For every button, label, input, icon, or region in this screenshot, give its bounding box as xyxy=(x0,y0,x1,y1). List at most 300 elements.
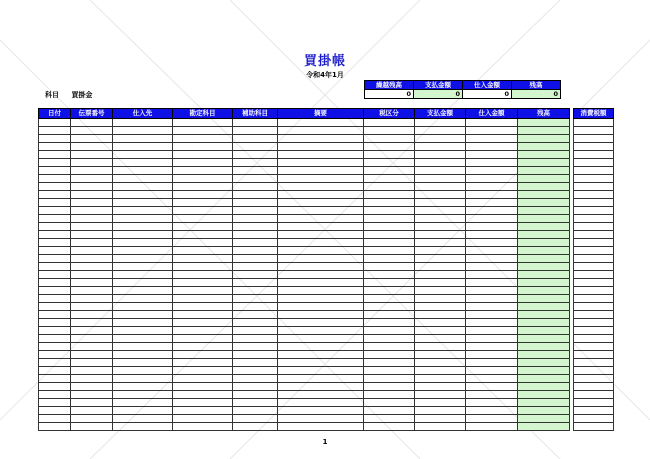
table-cell[interactable] xyxy=(364,127,415,135)
table-cell[interactable] xyxy=(39,255,71,263)
table-cell[interactable] xyxy=(574,327,614,335)
table-cell[interactable] xyxy=(466,231,518,239)
table-cell[interactable] xyxy=(518,383,570,391)
table-cell[interactable] xyxy=(466,279,518,287)
table-cell[interactable] xyxy=(518,407,570,415)
table-cell[interactable] xyxy=(574,303,614,311)
table-cell[interactable] xyxy=(113,247,173,255)
table-cell[interactable] xyxy=(415,239,466,247)
table-cell[interactable] xyxy=(278,239,364,247)
table-cell[interactable] xyxy=(574,127,614,135)
table-cell[interactable] xyxy=(39,391,71,399)
table-cell[interactable] xyxy=(39,263,71,271)
table-cell[interactable] xyxy=(173,399,233,407)
table-cell[interactable] xyxy=(415,391,466,399)
table-cell[interactable] xyxy=(39,399,71,407)
table-cell[interactable] xyxy=(415,143,466,151)
table-cell[interactable] xyxy=(278,359,364,367)
table-cell[interactable] xyxy=(173,271,233,279)
table-cell[interactable] xyxy=(71,247,113,255)
table-cell[interactable] xyxy=(233,391,278,399)
table-cell[interactable] xyxy=(518,303,570,311)
table-cell[interactable] xyxy=(173,351,233,359)
table-cell[interactable] xyxy=(574,359,614,367)
table-cell[interactable] xyxy=(233,407,278,415)
table-cell[interactable] xyxy=(173,207,233,215)
table-cell[interactable] xyxy=(71,303,113,311)
table-cell[interactable] xyxy=(71,287,113,295)
table-cell[interactable] xyxy=(113,375,173,383)
table-cell[interactable] xyxy=(278,151,364,159)
table-cell[interactable] xyxy=(278,119,364,127)
table-cell[interactable] xyxy=(278,295,364,303)
table-cell[interactable] xyxy=(518,399,570,407)
table-cell[interactable] xyxy=(113,319,173,327)
table-cell[interactable] xyxy=(71,375,113,383)
table-cell[interactable] xyxy=(71,207,113,215)
table-cell[interactable] xyxy=(518,391,570,399)
table-cell[interactable] xyxy=(415,223,466,231)
table-cell[interactable] xyxy=(415,119,466,127)
table-cell[interactable] xyxy=(173,367,233,375)
table-cell[interactable] xyxy=(518,423,570,431)
table-cell[interactable] xyxy=(364,383,415,391)
table-cell[interactable] xyxy=(39,191,71,199)
table-cell[interactable] xyxy=(415,151,466,159)
table-cell[interactable] xyxy=(518,295,570,303)
table-cell[interactable] xyxy=(518,247,570,255)
table-cell[interactable] xyxy=(39,359,71,367)
table-cell[interactable] xyxy=(233,207,278,215)
table-cell[interactable] xyxy=(173,231,233,239)
table-cell[interactable] xyxy=(574,367,614,375)
table-cell[interactable] xyxy=(233,239,278,247)
table-cell[interactable] xyxy=(173,335,233,343)
table-cell[interactable] xyxy=(364,135,415,143)
table-cell[interactable] xyxy=(518,127,570,135)
table-cell[interactable] xyxy=(173,359,233,367)
table-cell[interactable] xyxy=(39,375,71,383)
table-cell[interactable] xyxy=(71,343,113,351)
table-cell[interactable] xyxy=(173,343,233,351)
table-cell[interactable] xyxy=(415,127,466,135)
table-cell[interactable] xyxy=(113,295,173,303)
table-cell[interactable] xyxy=(466,335,518,343)
table-cell[interactable] xyxy=(364,375,415,383)
table-cell[interactable] xyxy=(574,183,614,191)
table-cell[interactable] xyxy=(173,263,233,271)
table-cell[interactable] xyxy=(233,351,278,359)
table-cell[interactable] xyxy=(415,247,466,255)
table-cell[interactable] xyxy=(466,191,518,199)
table-cell[interactable] xyxy=(518,215,570,223)
table-cell[interactable] xyxy=(364,247,415,255)
table-cell[interactable] xyxy=(113,199,173,207)
table-cell[interactable] xyxy=(173,255,233,263)
table-cell[interactable] xyxy=(113,151,173,159)
table-cell[interactable] xyxy=(364,183,415,191)
table-cell[interactable] xyxy=(71,223,113,231)
table-cell[interactable] xyxy=(278,399,364,407)
table-cell[interactable] xyxy=(113,231,173,239)
table-cell[interactable] xyxy=(71,311,113,319)
table-cell[interactable] xyxy=(113,407,173,415)
table-cell[interactable] xyxy=(574,215,614,223)
table-cell[interactable] xyxy=(415,303,466,311)
table-cell[interactable] xyxy=(415,255,466,263)
table-cell[interactable] xyxy=(233,319,278,327)
table-cell[interactable] xyxy=(415,167,466,175)
table-cell[interactable] xyxy=(39,383,71,391)
table-cell[interactable] xyxy=(278,135,364,143)
table-cell[interactable] xyxy=(278,319,364,327)
table-cell[interactable] xyxy=(71,367,113,375)
table-cell[interactable] xyxy=(278,183,364,191)
table-cell[interactable] xyxy=(173,407,233,415)
table-cell[interactable] xyxy=(113,399,173,407)
table-cell[interactable] xyxy=(39,351,71,359)
table-cell[interactable] xyxy=(173,143,233,151)
table-cell[interactable] xyxy=(574,295,614,303)
table-cell[interactable] xyxy=(574,151,614,159)
table-cell[interactable] xyxy=(113,279,173,287)
table-cell[interactable] xyxy=(39,343,71,351)
table-cell[interactable] xyxy=(278,175,364,183)
table-cell[interactable] xyxy=(466,207,518,215)
table-cell[interactable] xyxy=(415,415,466,423)
table-cell[interactable] xyxy=(39,119,71,127)
table-cell[interactable] xyxy=(173,159,233,167)
table-cell[interactable] xyxy=(233,255,278,263)
table-cell[interactable] xyxy=(415,135,466,143)
table-cell[interactable] xyxy=(466,311,518,319)
table-cell[interactable] xyxy=(71,391,113,399)
table-cell[interactable] xyxy=(113,167,173,175)
table-cell[interactable] xyxy=(415,375,466,383)
table-cell[interactable] xyxy=(233,399,278,407)
table-cell[interactable] xyxy=(233,135,278,143)
table-cell[interactable] xyxy=(173,183,233,191)
table-cell[interactable] xyxy=(364,159,415,167)
table-cell[interactable] xyxy=(233,295,278,303)
table-cell[interactable] xyxy=(466,303,518,311)
table-cell[interactable] xyxy=(71,255,113,263)
table-cell[interactable] xyxy=(466,359,518,367)
table-cell[interactable] xyxy=(173,135,233,143)
table-cell[interactable] xyxy=(466,399,518,407)
table-cell[interactable] xyxy=(113,391,173,399)
table-cell[interactable] xyxy=(574,399,614,407)
table-cell[interactable] xyxy=(364,263,415,271)
table-cell[interactable] xyxy=(278,391,364,399)
table-cell[interactable] xyxy=(173,303,233,311)
table-cell[interactable] xyxy=(113,367,173,375)
table-cell[interactable] xyxy=(233,311,278,319)
table-cell[interactable] xyxy=(113,207,173,215)
table-cell[interactable] xyxy=(415,279,466,287)
table-cell[interactable] xyxy=(466,119,518,127)
table-cell[interactable] xyxy=(71,271,113,279)
table-cell[interactable] xyxy=(113,423,173,431)
table-cell[interactable] xyxy=(233,335,278,343)
table-cell[interactable] xyxy=(233,151,278,159)
table-cell[interactable] xyxy=(415,271,466,279)
table-cell[interactable] xyxy=(574,231,614,239)
table-cell[interactable] xyxy=(233,359,278,367)
table-cell[interactable] xyxy=(113,135,173,143)
table-cell[interactable] xyxy=(364,199,415,207)
table-cell[interactable] xyxy=(415,231,466,239)
table-cell[interactable] xyxy=(364,391,415,399)
table-cell[interactable] xyxy=(233,183,278,191)
table-cell[interactable] xyxy=(278,167,364,175)
table-cell[interactable] xyxy=(364,119,415,127)
table-cell[interactable] xyxy=(574,279,614,287)
table-cell[interactable] xyxy=(574,351,614,359)
table-cell[interactable] xyxy=(466,343,518,351)
table-cell[interactable] xyxy=(71,239,113,247)
table-cell[interactable] xyxy=(415,383,466,391)
table-cell[interactable] xyxy=(71,119,113,127)
table-cell[interactable] xyxy=(466,183,518,191)
table-cell[interactable] xyxy=(278,335,364,343)
table-cell[interactable] xyxy=(113,415,173,423)
table-cell[interactable] xyxy=(415,199,466,207)
table-cell[interactable] xyxy=(364,343,415,351)
table-cell[interactable] xyxy=(71,191,113,199)
table-cell[interactable] xyxy=(39,295,71,303)
table-cell[interactable] xyxy=(39,423,71,431)
table-cell[interactable] xyxy=(466,383,518,391)
table-cell[interactable] xyxy=(39,183,71,191)
table-cell[interactable] xyxy=(113,119,173,127)
table-cell[interactable] xyxy=(278,247,364,255)
table-cell[interactable] xyxy=(233,119,278,127)
table-cell[interactable] xyxy=(233,159,278,167)
table-cell[interactable] xyxy=(71,351,113,359)
table-cell[interactable] xyxy=(574,255,614,263)
table-cell[interactable] xyxy=(518,279,570,287)
table-cell[interactable] xyxy=(466,143,518,151)
table-cell[interactable] xyxy=(415,359,466,367)
table-cell[interactable] xyxy=(71,335,113,343)
table-cell[interactable] xyxy=(71,415,113,423)
table-cell[interactable] xyxy=(364,335,415,343)
table-cell[interactable] xyxy=(466,239,518,247)
table-cell[interactable] xyxy=(71,159,113,167)
table-cell[interactable] xyxy=(278,271,364,279)
table-cell[interactable] xyxy=(71,423,113,431)
table-cell[interactable] xyxy=(574,415,614,423)
table-cell[interactable] xyxy=(113,143,173,151)
table-cell[interactable] xyxy=(233,167,278,175)
table-cell[interactable] xyxy=(364,223,415,231)
table-cell[interactable] xyxy=(574,135,614,143)
table-cell[interactable] xyxy=(233,215,278,223)
table-cell[interactable] xyxy=(233,223,278,231)
table-cell[interactable] xyxy=(278,303,364,311)
table-cell[interactable] xyxy=(71,231,113,239)
table-cell[interactable] xyxy=(574,167,614,175)
table-cell[interactable] xyxy=(278,143,364,151)
table-cell[interactable] xyxy=(278,407,364,415)
table-cell[interactable] xyxy=(71,319,113,327)
table-cell[interactable] xyxy=(466,423,518,431)
table-cell[interactable] xyxy=(466,223,518,231)
table-cell[interactable] xyxy=(39,167,71,175)
table-cell[interactable] xyxy=(233,127,278,135)
table-cell[interactable] xyxy=(39,207,71,215)
table-cell[interactable] xyxy=(113,191,173,199)
table-cell[interactable] xyxy=(278,343,364,351)
table-cell[interactable] xyxy=(518,119,570,127)
table-cell[interactable] xyxy=(233,271,278,279)
table-cell[interactable] xyxy=(574,223,614,231)
table-cell[interactable] xyxy=(574,311,614,319)
table-cell[interactable] xyxy=(415,343,466,351)
table-cell[interactable] xyxy=(518,351,570,359)
table-cell[interactable] xyxy=(113,287,173,295)
table-cell[interactable] xyxy=(518,415,570,423)
table-cell[interactable] xyxy=(39,247,71,255)
table-cell[interactable] xyxy=(574,207,614,215)
table-cell[interactable] xyxy=(466,407,518,415)
table-cell[interactable] xyxy=(415,263,466,271)
table-cell[interactable] xyxy=(173,423,233,431)
table-cell[interactable] xyxy=(518,343,570,351)
table-cell[interactable] xyxy=(278,191,364,199)
table-cell[interactable] xyxy=(466,319,518,327)
table-cell[interactable] xyxy=(278,255,364,263)
table-cell[interactable] xyxy=(415,335,466,343)
table-cell[interactable] xyxy=(39,303,71,311)
table-cell[interactable] xyxy=(278,215,364,223)
table-cell[interactable] xyxy=(466,159,518,167)
table-cell[interactable] xyxy=(466,327,518,335)
table-cell[interactable] xyxy=(71,295,113,303)
table-cell[interactable] xyxy=(233,367,278,375)
table-cell[interactable] xyxy=(466,391,518,399)
table-cell[interactable] xyxy=(71,263,113,271)
table-cell[interactable] xyxy=(173,319,233,327)
table-cell[interactable] xyxy=(173,119,233,127)
table-cell[interactable] xyxy=(364,191,415,199)
table-cell[interactable] xyxy=(364,351,415,359)
table-cell[interactable] xyxy=(415,159,466,167)
table-cell[interactable] xyxy=(518,375,570,383)
table-cell[interactable] xyxy=(364,167,415,175)
table-cell[interactable] xyxy=(278,423,364,431)
table-cell[interactable] xyxy=(39,127,71,135)
table-cell[interactable] xyxy=(415,399,466,407)
table-cell[interactable] xyxy=(71,175,113,183)
table-cell[interactable] xyxy=(233,175,278,183)
table-cell[interactable] xyxy=(71,167,113,175)
table-cell[interactable] xyxy=(364,215,415,223)
table-cell[interactable] xyxy=(71,135,113,143)
table-cell[interactable] xyxy=(518,151,570,159)
table-cell[interactable] xyxy=(233,279,278,287)
table-cell[interactable] xyxy=(415,319,466,327)
table-cell[interactable] xyxy=(518,231,570,239)
table-cell[interactable] xyxy=(364,279,415,287)
table-cell[interactable] xyxy=(39,319,71,327)
table-cell[interactable] xyxy=(364,415,415,423)
table-cell[interactable] xyxy=(278,207,364,215)
table-cell[interactable] xyxy=(173,279,233,287)
table-cell[interactable] xyxy=(233,199,278,207)
table-cell[interactable] xyxy=(364,143,415,151)
table-cell[interactable] xyxy=(466,351,518,359)
table-cell[interactable] xyxy=(518,135,570,143)
table-cell[interactable] xyxy=(71,151,113,159)
table-cell[interactable] xyxy=(364,175,415,183)
table-cell[interactable] xyxy=(233,143,278,151)
table-cell[interactable] xyxy=(113,127,173,135)
table-cell[interactable] xyxy=(466,151,518,159)
table-cell[interactable] xyxy=(173,295,233,303)
table-cell[interactable] xyxy=(415,287,466,295)
table-cell[interactable] xyxy=(466,375,518,383)
table-cell[interactable] xyxy=(71,183,113,191)
table-cell[interactable] xyxy=(415,215,466,223)
table-cell[interactable] xyxy=(71,383,113,391)
table-cell[interactable] xyxy=(518,183,570,191)
table-cell[interactable] xyxy=(518,167,570,175)
table-cell[interactable] xyxy=(39,271,71,279)
table-cell[interactable] xyxy=(364,207,415,215)
table-cell[interactable] xyxy=(466,271,518,279)
table-cell[interactable] xyxy=(278,327,364,335)
table-cell[interactable] xyxy=(518,255,570,263)
table-cell[interactable] xyxy=(364,367,415,375)
table-cell[interactable] xyxy=(113,239,173,247)
table-cell[interactable] xyxy=(415,295,466,303)
table-cell[interactable] xyxy=(173,167,233,175)
table-cell[interactable] xyxy=(518,263,570,271)
table-cell[interactable] xyxy=(518,327,570,335)
table-cell[interactable] xyxy=(113,383,173,391)
table-cell[interactable] xyxy=(466,175,518,183)
table-cell[interactable] xyxy=(71,407,113,415)
table-cell[interactable] xyxy=(278,279,364,287)
table-cell[interactable] xyxy=(113,271,173,279)
table-cell[interactable] xyxy=(233,231,278,239)
table-cell[interactable] xyxy=(364,319,415,327)
table-cell[interactable] xyxy=(39,151,71,159)
table-cell[interactable] xyxy=(278,351,364,359)
table-cell[interactable] xyxy=(574,287,614,295)
table-cell[interactable] xyxy=(466,415,518,423)
table-cell[interactable] xyxy=(518,271,570,279)
table-cell[interactable] xyxy=(278,383,364,391)
table-cell[interactable] xyxy=(574,335,614,343)
table-cell[interactable] xyxy=(71,359,113,367)
table-cell[interactable] xyxy=(415,367,466,375)
table-cell[interactable] xyxy=(364,423,415,431)
table-cell[interactable] xyxy=(364,151,415,159)
table-cell[interactable] xyxy=(173,215,233,223)
table-cell[interactable] xyxy=(415,207,466,215)
table-cell[interactable] xyxy=(39,175,71,183)
table-cell[interactable] xyxy=(71,143,113,151)
table-cell[interactable] xyxy=(518,199,570,207)
table-cell[interactable] xyxy=(364,255,415,263)
table-cell[interactable] xyxy=(113,215,173,223)
table-cell[interactable] xyxy=(466,263,518,271)
table-cell[interactable] xyxy=(173,311,233,319)
table-cell[interactable] xyxy=(574,143,614,151)
